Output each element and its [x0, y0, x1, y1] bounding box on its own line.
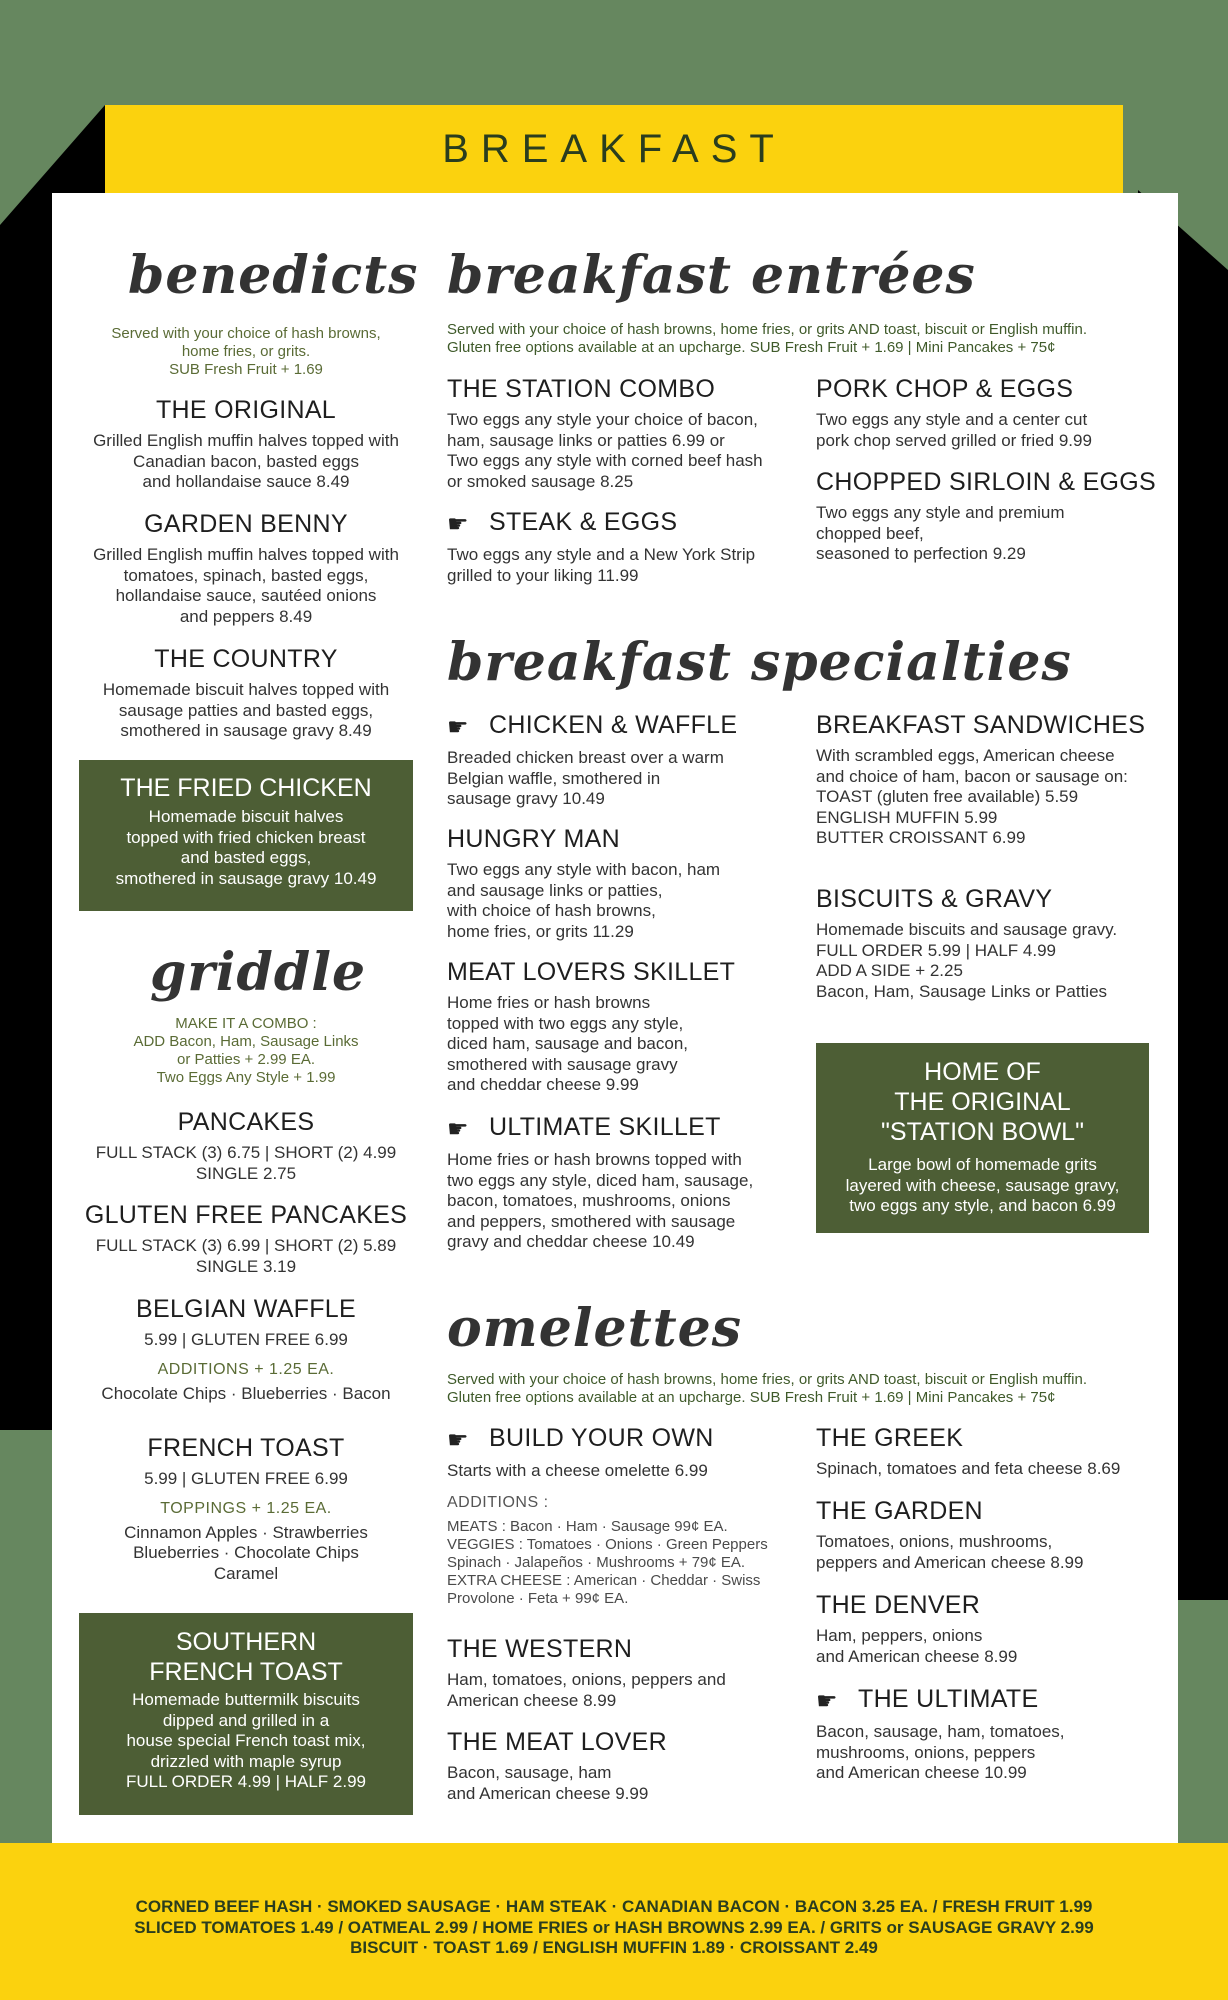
additions-label: ADDITIONS : [447, 1493, 549, 1511]
item-desc: Grilled English muffin halves topped with tomatoes, spinach, basted eggs, hollandaise sauce, sautéed onions and peppers 8.49 [93, 545, 399, 626]
feature-desc: Large bowl of homemade grits layered with cheese, sausage gravy, two eggs any style, and bacon 6.99 [845, 1155, 1120, 1215]
item-title: CHICKEN & WAFFLE [489, 711, 738, 739]
item-desc: FULL STACK (3) 6.75 | SHORT (2) 4.99 SINGLE 2.75 [95, 1143, 397, 1183]
header-band [105, 105, 1123, 193]
specialty-biscuits-gravy [816, 885, 1161, 1002]
feature-title: THE FRIED CHICKEN [120, 774, 372, 802]
entree-station-combo [447, 375, 792, 492]
item-desc: Starts with a cheese omelette 6.99 [447, 1461, 708, 1480]
item-title: STEAK & EGGS [489, 508, 678, 536]
entree-pork-chop [816, 375, 1161, 451]
item-desc: Bacon, sausage, ham, tomatoes, mushrooms, onions, peppers and American cheese 10.99 [816, 1722, 1065, 1782]
item-title: THE MEAT LOVER [447, 1728, 667, 1756]
griddle-belgian-waffle [78, 1295, 414, 1404]
item-title: GARDEN BENNY [144, 510, 348, 538]
omelette-western [447, 1635, 792, 1711]
item-title: THE STATION COMBO [447, 375, 716, 403]
item-desc: Two eggs any style and a New York Strip grilled to your liking 11.99 [447, 545, 756, 585]
griddle-gluten-free-pancakes [78, 1201, 414, 1277]
item-desc: Tomatoes, onions, mushrooms, peppers and American cheese 8.99 [816, 1532, 1084, 1572]
item-title: THE COUNTRY [154, 645, 338, 673]
item-desc: 5.99 | GLUTEN FREE 6.99 [144, 1330, 348, 1349]
entrees-heading: breakfast entrées [447, 245, 976, 306]
entrees-note: Served with your choice of hash browns, home fries, or grits AND toast, biscuit or English muffin. Gluten free options available at an upcharge. SUB Fresh Fruit + 1.69 | Mini Pancakes + 75¢ [447, 321, 1088, 356]
benedicts-heading: benedicts [128, 245, 419, 306]
benedict-garden [78, 510, 414, 627]
omelette-ultimate [816, 1685, 1161, 1784]
additions-items: Chocolate Chips · Blueberries · Bacon [101, 1383, 391, 1403]
item-desc: Two eggs any style and a center cut pork chop served grilled or fried 9.99 [816, 410, 1092, 450]
specialty-meat-lovers-skillet [447, 958, 792, 1096]
entree-steak-eggs [447, 508, 792, 586]
item-desc: 5.99 | GLUTEN FREE 6.99 [144, 1469, 348, 1488]
feature-fried-chicken [79, 760, 413, 911]
toppings-items: Cinnamon Apples · Strawberries Blueberries · Chocolate Chips Caramel [124, 1522, 368, 1583]
griddle-french-toast [78, 1434, 414, 1584]
specialties-heading: breakfast specialties [447, 632, 1072, 693]
item-title: BUILD YOUR OWN [489, 1424, 714, 1452]
benedicts-note: Served with your choice of hash browns, home fries, or grits. SUB Fresh Fruit + 1.69 [111, 325, 381, 378]
item-desc: Homemade biscuit halves topped with sausage patties and basted eggs, smothered in sausage gravy 8.49 [102, 680, 390, 740]
item-desc: Grilled English muffin halves topped with Canadian bacon, basted eggs and hollandaise sauce 8.49 [93, 431, 399, 491]
item-title: GLUTEN FREE PANCAKES [84, 1201, 408, 1229]
item-desc: Bacon, sausage, ham and American cheese 9.99 [447, 1763, 649, 1803]
entree-chopped-sirloin [816, 468, 1161, 565]
item-title: ULTIMATE SKILLET [489, 1113, 721, 1141]
pointing-hand-icon: ☛ [816, 1688, 838, 1715]
item-title: BISCUITS & GRAVY [816, 885, 1053, 913]
page-title: BREAKFAST [442, 126, 786, 171]
feature-title: HOME OF THE ORIGINAL "STATION BOWL" [881, 1058, 1084, 1146]
specialty-ultimate-skillet [447, 1113, 792, 1253]
item-title: THE ORIGINAL [155, 396, 337, 424]
feature-station-bowl [816, 1043, 1149, 1233]
pointing-hand-icon: ☛ [447, 1116, 469, 1143]
item-desc: Two eggs any style with bacon, ham and sausage links or patties, with choice of hash browns, home fries, or grits 11.29 [447, 860, 721, 941]
decor-green-left [0, 1430, 60, 1830]
griddle-pancakes [78, 1108, 414, 1184]
feature-southern-french-toast [79, 1613, 413, 1815]
pointing-hand-icon: ☛ [447, 511, 469, 538]
griddle-heading: griddle [150, 942, 367, 1003]
feature-desc: Homemade buttermilk biscuits dipped and grilled in a house special French toast mix, drizzled with maple syrup FULL ORDER 4.99 | HALF 2.99 [126, 1690, 366, 1791]
specialty-hungry-man [447, 825, 792, 942]
omelette-meat-lover [447, 1728, 792, 1804]
additions-label: ADDITIONS + 1.25 EA. [157, 1360, 335, 1378]
item-title: BELGIAN WAFFLE [136, 1295, 356, 1323]
benedict-original [78, 396, 414, 493]
additions-list: MEATS : Bacon · Ham · Sausage 99¢ EA. VEGGIES : Tomatoes · Onions · Green Peppers Spinach · Jalapeños · Mushrooms + 79¢ EA. EXTRA CHEESE : American · Cheddar · Swiss Provolone · Feta + 99¢ EA. [447, 1517, 768, 1607]
item-title: THE ULTIMATE [858, 1685, 1039, 1713]
griddle-combo-note: MAKE IT A COMBO : ADD Bacon, Ham, Sausage Links or Patties + 2.99 EA. Two Eggs Any Style + 1.99 [133, 1015, 359, 1086]
item-title: THE DENVER [816, 1591, 981, 1619]
omelette-build-your-own [447, 1424, 792, 1608]
item-desc: FULL STACK (3) 6.99 | SHORT (2) 5.89 SINGLE 3.19 [95, 1236, 397, 1276]
item-title: THE GARDEN [816, 1497, 983, 1525]
item-title: PANCAKES [177, 1108, 315, 1136]
benedict-country [78, 645, 414, 742]
item-title: THE WESTERN [447, 1635, 633, 1663]
item-title: BREAKFAST SANDWICHES [816, 711, 1146, 739]
item-title: HUNGRY MAN [447, 825, 620, 853]
pointing-hand-icon: ☛ [447, 1427, 469, 1454]
toppings-label: TOPPINGS + 1.25 EA. [160, 1499, 332, 1517]
item-title: PORK CHOP & EGGS [816, 375, 1074, 403]
item-desc: With scrambled eggs, American cheese and choice of ham, bacon or sausage on: TOAST (gluten free available) 5.59 ENGLISH MUFFIN 5.99 BUTTER CROISSANT 6.99 [816, 746, 1128, 847]
omelette-denver [816, 1591, 1161, 1667]
item-desc: Two eggs any style and premium chopped beef, seasoned to perfection 9.29 [816, 503, 1065, 563]
item-desc: Spinach, tomatoes and feta cheese 8.69 [816, 1459, 1121, 1478]
item-desc: Home fries or hash browns topped with two eggs any style, diced ham, sausage and bacon, smothered with sausage gravy and cheddar cheese 9.99 [447, 993, 689, 1094]
feature-desc: Homemade biscuit halves topped with fried chicken breast and basted eggs, smothered in sausage gravy 10.49 [115, 807, 377, 888]
sides-list: CORNED BEEF HASH · SMOKED SAUSAGE · HAM STEAK · CANADIAN BACON · BACON 3.25 EA. / FRESH FRUIT 1.99 SLICED TOMATOES 1.49 / OATMEAL 2.99 / HOME FRIES or HASH BROWNS 2.99 EA. / GRITS or SAUSAGE GRAVY 2.99 BISCUIT · TOAST 1.69 / ENGLISH MUFFIN 1.89 · CROISSANT 2.49 [134, 1897, 1094, 1957]
omelette-greek [816, 1424, 1161, 1480]
item-title: CHOPPED SIRLOIN & EGGS [816, 468, 1157, 496]
specialty-breakfast-sandwiches [816, 711, 1161, 849]
specialty-chicken-waffle [447, 711, 792, 810]
item-title: MEAT LOVERS SKILLET [447, 958, 736, 986]
omelettes-heading: omelettes [447, 1298, 743, 1359]
item-desc: Ham, tomatoes, onions, peppers and American cheese 8.99 [447, 1670, 726, 1710]
item-desc: Home fries or hash browns topped with two eggs any style, diced ham, sausage, bacon, tomatoes, mushrooms, onions and peppers, smothered with sausage gravy and cheddar cheese 10.49 [447, 1150, 754, 1251]
item-desc: Ham, peppers, onions and American cheese 8.99 [816, 1626, 1018, 1666]
item-desc: Two eggs any style your choice of bacon, ham, sausage links or patties 6.99 or Two eggs any style with corned beef hash or smoked sausage 8.25 [447, 410, 763, 491]
pointing-hand-icon: ☛ [447, 714, 469, 741]
item-title: FRENCH TOAST [147, 1434, 345, 1462]
item-desc: Breaded chicken breast over a warm Belgian waffle, smothered in sausage gravy 10.49 [447, 748, 724, 808]
item-desc: Homemade biscuits and sausage gravy. FULL ORDER 5.99 | HALF 4.99 ADD A SIDE + 2.25 Bacon, Ham, Sausage Links or Patties [816, 920, 1118, 1001]
feature-title: SOUTHERN FRENCH TOAST [149, 1628, 343, 1686]
item-title: THE GREEK [816, 1424, 964, 1452]
omelette-garden [816, 1497, 1161, 1573]
omelettes-note: Served with your choice of hash browns, home fries, or grits AND toast, biscuit or English muffin. Gluten free options available at an upcharge. SUB Fresh Fruit + 1.69 | Mini Pancakes + 75¢ [447, 1371, 1088, 1406]
